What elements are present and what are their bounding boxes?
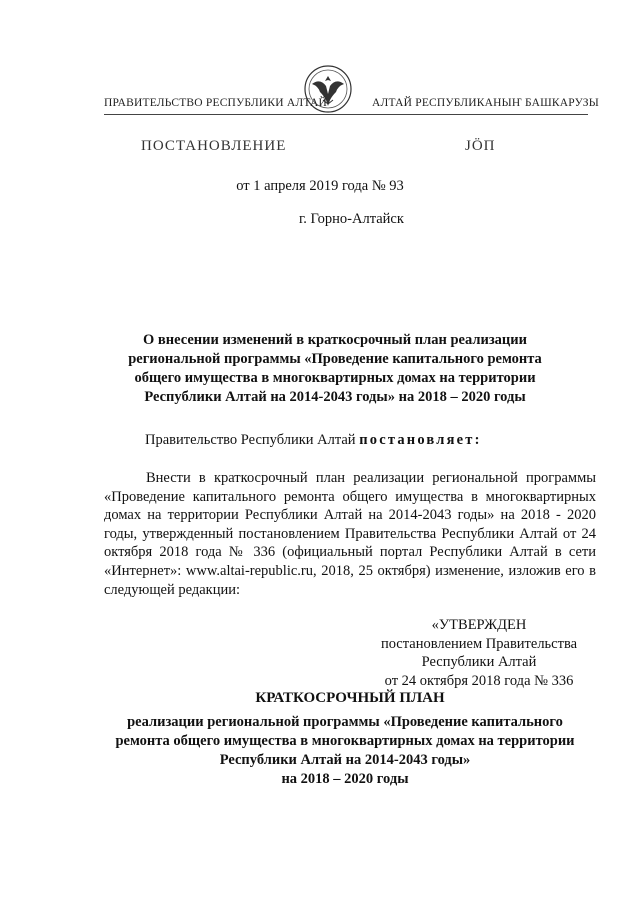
letterhead-government-name-ru: ПРАВИТЕЛЬСТВО РЕСПУБЛИКИ АЛТАЙ xyxy=(104,97,328,109)
title-line: региональной программы «Проведение капитального ремонта xyxy=(128,351,542,367)
resolves-line xyxy=(145,432,482,449)
resolves-word: постановляет: xyxy=(359,432,482,448)
approval-line: от 24 октября 2018 года № 336 xyxy=(384,672,574,689)
title-line: Республики Алтай на 2014-2043 годы» на 2018 – 2020 годы xyxy=(144,389,526,405)
resolves-prefix: Правительство Республики Алтай xyxy=(145,432,360,448)
doc-type-ru: ПОСТАНОВЛЕНИЕ xyxy=(141,138,287,154)
letterhead-divider xyxy=(104,114,588,115)
plan-title xyxy=(100,713,590,789)
letterhead-government-name-alt: АЛТАЙ РЕСПУБЛИКАНЫҤ БАШКАРУЗЫ xyxy=(372,97,599,109)
body-paragraph: Внести в краткосрочный план реализации региональной программы «Проведение капитального ремонта общего имущества в многоквартирных домах на территории Республики Алтай на 2014-2043 годы» на 2018 - 2020 годы, утвержденный постановлением Правительства Республики Алтай от 24 октября 2018 года № 336 (официальный портал Республики Алтай в сети «Интернет»: www.altai-republic.ru, 2018, 25 октября) изменение, изложив его в следующей редакции: xyxy=(104,470,596,598)
approval-block xyxy=(366,616,592,690)
title-line: общего имущества в многоквартирных домах на территории xyxy=(134,370,536,386)
plan-title-line: Республики Алтай на 2014-2043 годы» xyxy=(219,752,471,768)
approval-line: «УТВЕРЖДЕН xyxy=(431,617,527,633)
document-title xyxy=(100,331,570,407)
approval-line: Республики Алтай xyxy=(421,654,537,670)
title-line: О внесении изменений в краткосрочный план реализации xyxy=(143,332,527,348)
document-date-number: от 1 апреля 2019 года № 93 xyxy=(236,178,404,194)
plan-heading: КРАТКОСРОЧНЫЙ ПЛАН xyxy=(255,690,445,706)
plan-title-line: реализации региональной программы «Проведение капитального xyxy=(127,714,563,730)
plan-title-line: ремонта общего имущества в многоквартирных домах на территории xyxy=(115,733,575,749)
document-city: г. Горно-Алтайск xyxy=(299,211,404,227)
approval-line: постановлением Правительства xyxy=(380,635,578,652)
plan-title-line: на 2018 – 2020 годы xyxy=(281,771,409,787)
doc-type-alt: JÖП xyxy=(465,138,496,154)
